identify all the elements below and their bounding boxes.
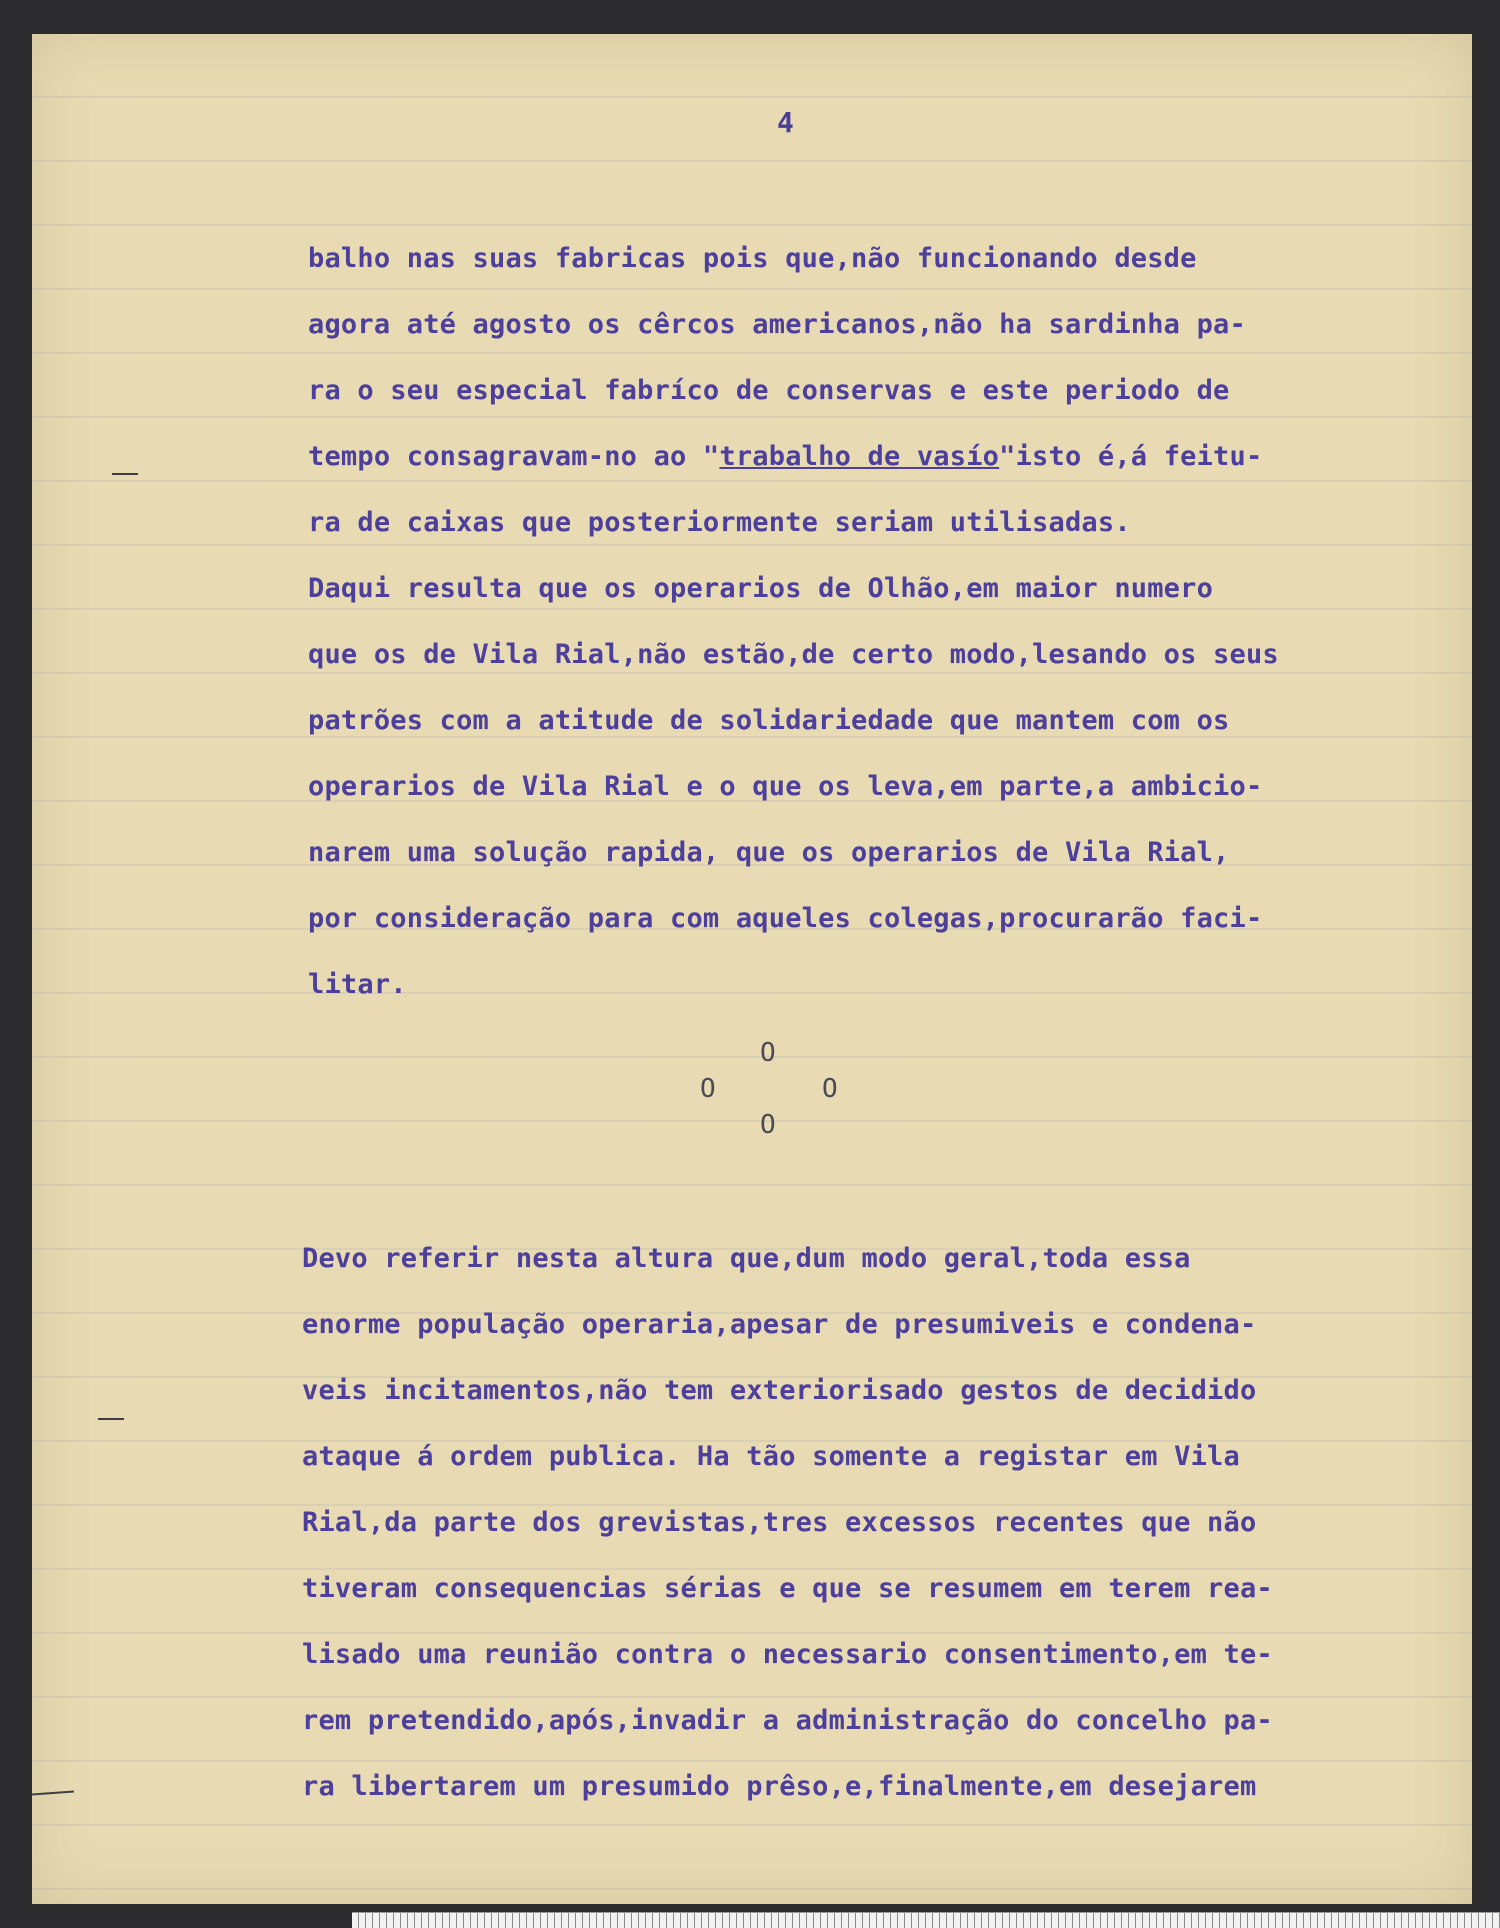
section-ornament-left: O	[700, 1074, 716, 1104]
text-line: lisado uma reunião contra o necessario consentimento,em te-	[302, 1639, 1273, 1670]
text-line: balho nas suas fabricas pois que,não funcionando desde	[308, 243, 1197, 274]
section-ornament-right: O	[822, 1074, 838, 1104]
margin-mark	[32, 1791, 74, 1796]
page-number: 4	[777, 106, 794, 139]
text-line: rem pretendido,após,invadir a administração do concelho pa-	[302, 1705, 1273, 1736]
document-page	[32, 34, 1472, 1904]
text-line: enorme população operaria,apesar de presumiveis e condena-	[302, 1309, 1257, 1340]
text-line: litar.	[308, 969, 407, 1000]
text-line-with-underline	[308, 424, 1478, 490]
text-line: agora até agosto os cêrcos americanos,não ha sardinha pa-	[308, 309, 1246, 340]
text-segment: "isto é,á feitu-	[999, 441, 1263, 472]
section-ornament-top: O	[760, 1038, 776, 1068]
text-line: ataque á ordem publica. Ha tão somente a registar em Vila	[302, 1441, 1240, 1472]
scan-ruler	[352, 1912, 1500, 1928]
section-ornament-bottom: O	[760, 1110, 776, 1140]
text-line: narem uma solução rapida, que os operarios de Vila Rial,	[308, 837, 1230, 868]
paragraph-2	[302, 1226, 1472, 1820]
underlined-phrase: trabalho de vasío	[719, 441, 1000, 472]
text-line: veis incitamentos,não tem exteriorisado gestos de decidido	[302, 1375, 1257, 1406]
margin-mark	[98, 1418, 124, 1420]
text-line: patrões com a atitude de solidariedade que mantem com os	[308, 705, 1230, 736]
margin-mark	[112, 473, 138, 475]
text-line: por consideração para com aqueles colegas,procurarão faci-	[308, 903, 1263, 934]
text-line: Daqui resulta que os operarios de Olhão,em maior numero	[308, 573, 1214, 604]
text-line: tiveram consequencias sérias e que se resumem em terem rea-	[302, 1573, 1273, 1604]
text-line: Rial,da parte dos grevistas,tres excessos recentes que não	[302, 1507, 1257, 1538]
text-line: que os de Vila Rial,não estão,de certo modo,lesando os seus	[308, 639, 1279, 670]
text-line: ra libertarem um presumido prêso,e,finalmente,em desejarem	[302, 1771, 1257, 1802]
text-line: operarios de Vila Rial e o que os leva,em parte,a ambicio-	[308, 771, 1263, 802]
text-line: Devo referir nesta altura que,dum modo geral,toda essa	[302, 1243, 1191, 1274]
text-segment: tempo consagravam-no ao "	[308, 441, 720, 472]
paragraph-1	[308, 226, 1478, 1018]
text-line: ra de caixas que posteriormente seriam utilisadas.	[308, 507, 1131, 538]
text-line: ra o seu especial fabríco de conservas e este periodo de	[308, 375, 1230, 406]
